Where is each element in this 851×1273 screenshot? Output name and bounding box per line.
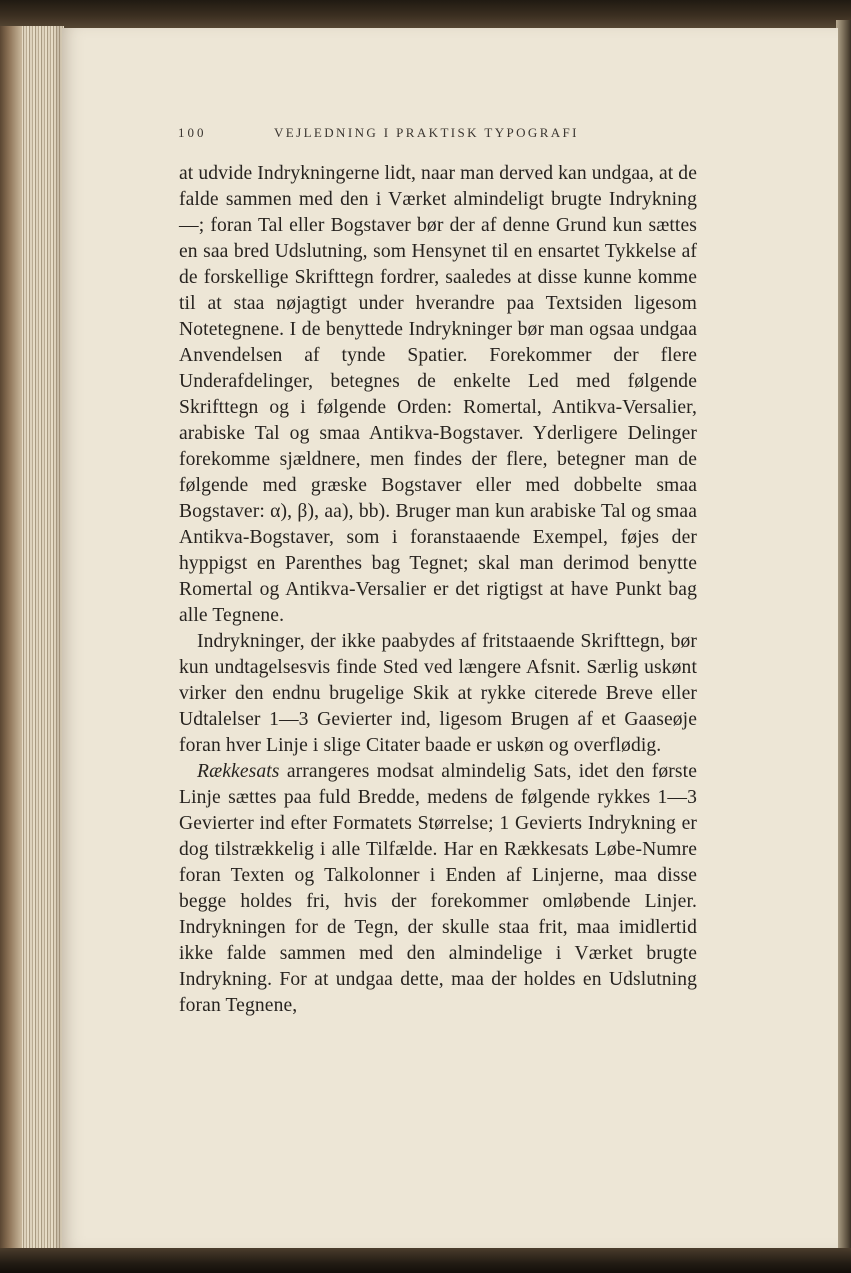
top-book-edge bbox=[0, 0, 851, 30]
paragraph-raekkesats bbox=[179, 759, 697, 1019]
page-stack-edge bbox=[0, 26, 64, 1250]
running-title: VEJLEDNING I PRAKTISK TYPOGRAFI bbox=[274, 125, 579, 140]
body-text bbox=[179, 161, 697, 1019]
running-head bbox=[178, 125, 598, 141]
paragraph-continued: at udvide Indrykningerne lidt, naar man derved kan undgaa, at de falde sammen med den i Værket almindeligt brugte Indrykning —; foran Tal eller Bogstaver bør der af denne Grund kun sættes en saa bred Udslutning, som Hensynet til en ensartet Tykkelse af de forskellige Skrifttegn fordrer, saaledes at disse kunne komme til at staa nøjagtigt under hverandre paa Textsiden ligesom Notetegnene. I de benyttede Indrykninger bør man ogsaa undgaa Anvendelsen af tynde Spatier. Forekommer der flere Underafdelinger, betegnes de enkelte Led med følgende Skrifttegn og i følgende Orden: Romertal, Antikva-Versalier, arabiske Tal og smaa Antikva-Bogstaver. Yderligere Delinger forekomme sjældnere, men findes der flere, betegner man de følgende med græske Bogstaver eller med dobbelte smaa Bogstaver: α), β), aa), bb). Bruger man kun arabiske Tal og smaa Antikva-Bogstaver, som i foranstaaende Exempel, føjes der hyppigst en Parenthes bag Tegnet; skal man derimod benytte Romertal og Antikva-Versalier er det rigtigst at have Punkt bag alle Tegnene. bbox=[179, 163, 697, 626]
right-book-edge bbox=[836, 20, 851, 1253]
term-raekkesats: Rækkesats bbox=[197, 761, 280, 782]
paragraph-indrykninger: Indrykninger, der ikke paabydes af fritstaaende Skrifttegn, bør kun undtagelsesvis finde Sted ved længere Afsnit. Særlig uskønt virker den endnu brugelige Skik at rykke citerede Breve eller Udtalelser 1—3 Gevierter ind, ligesom Brugen af et Gaaseøje foran hver Linje i slige Citater baade er uskøn og overflødig. bbox=[179, 631, 697, 756]
page-number: 100 bbox=[178, 125, 207, 140]
paragraph-raekkesats-text: arrangeres modsat almindelig Sats, idet den første Linje sættes paa fuld Bredde, medens de følgende rykkes 1—3 Gevierter ind efter Formatets Størrelse; 1 Gevierts Indrykning er dog tilstrækkelig i alle Tilfælde. Har en Rækkesats Løbe-Numre foran Texten og Talkolonner i Enden af Linjerne, maa disse begge holdes fri, hvis der forekommer omløbende Linjer. Indrykningen for de Tegn, der skulle staa frit, maa imidlertid ikke falde sammen med den almindelige i Værket brugte Indrykning. For at undgaa dette, maa der holdes en Udslutning foran Tegnene, bbox=[179, 761, 697, 1016]
bottom-book-edge bbox=[0, 1248, 851, 1273]
